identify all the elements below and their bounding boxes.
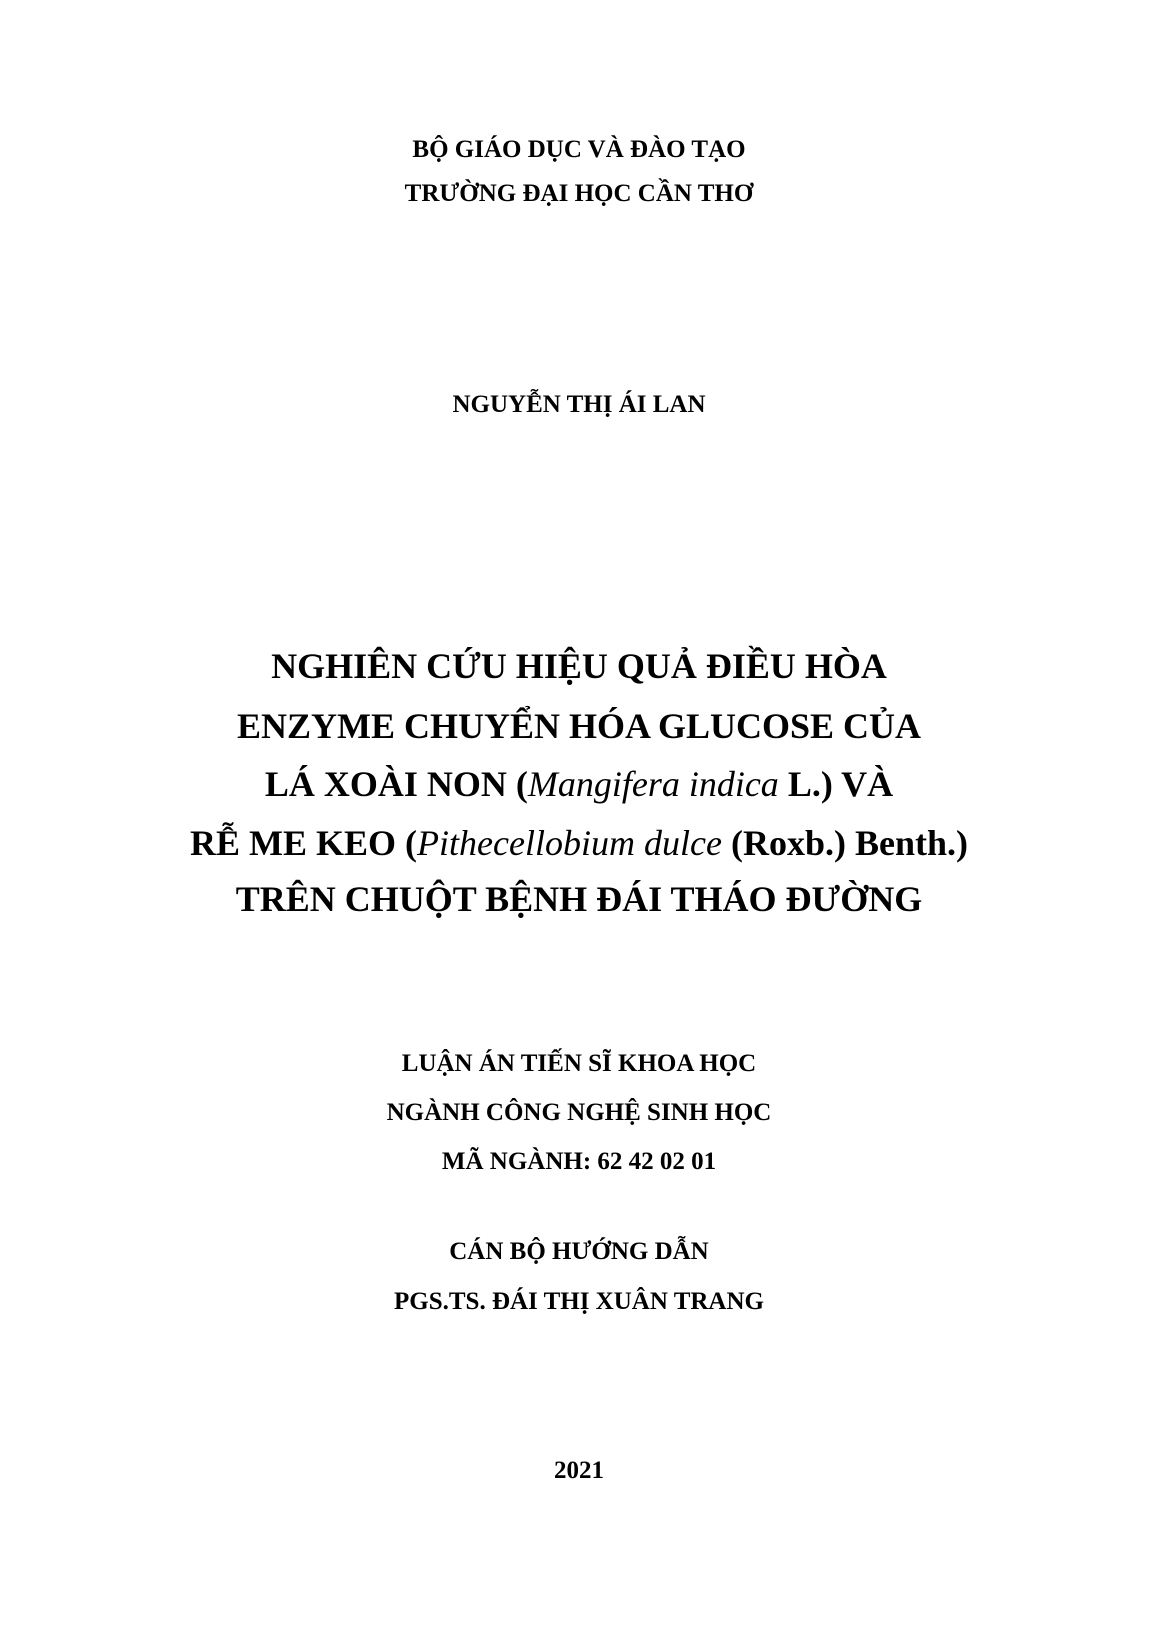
title-line-3	[0, 763, 1158, 805]
title-line-3-suffix: L.) VÀ	[778, 764, 894, 804]
title-line-4	[0, 822, 1158, 864]
advisor-name: PGS.TS. ĐÁI THỊ XUÂN TRANG	[394, 1288, 764, 1315]
major-code: MÃ NGÀNH: 62 42 02 01	[441, 1148, 717, 1175]
title-line-4-prefix: RỄ ME KEO (	[190, 823, 418, 863]
title-line-2: ENZYME CHUYỂN HÓA GLUCOSE CỦA	[236, 706, 922, 746]
year: 2021	[554, 1457, 604, 1484]
title-line-5: TRÊN CHUỘT BỆNH ĐÁI THÁO ĐƯỜNG	[235, 879, 923, 919]
ministry-name: BỘ GIÁO DỤC VÀ ĐÀO TẠO	[412, 136, 746, 163]
title-line-4-suffix: (Roxb.) Benth.)	[721, 823, 968, 863]
species-mangifera: Mangifera indica	[527, 764, 779, 804]
thesis-major: NGÀNH CÔNG NGHỆ SINH HỌC	[386, 1099, 772, 1126]
title-line-3-prefix: LÁ XOÀI NON (	[264, 764, 528, 804]
thesis-type: LUẬN ÁN TIẾN SĨ KHOA HỌC	[401, 1050, 757, 1077]
advisor-label: CÁN BỘ HƯỚNG DẪN	[449, 1238, 709, 1265]
author-name: NGUYỄN THỊ ÁI LAN	[452, 391, 706, 418]
title-line-1: NGHIÊN CỨU HIỆU QUẢ ĐIỀU HÒA	[271, 646, 887, 686]
university-name: TRƯỜNG ĐẠI HỌC CẦN THƠ	[404, 180, 754, 207]
species-pithecellobium: Pithecellobium dulce	[417, 823, 722, 863]
